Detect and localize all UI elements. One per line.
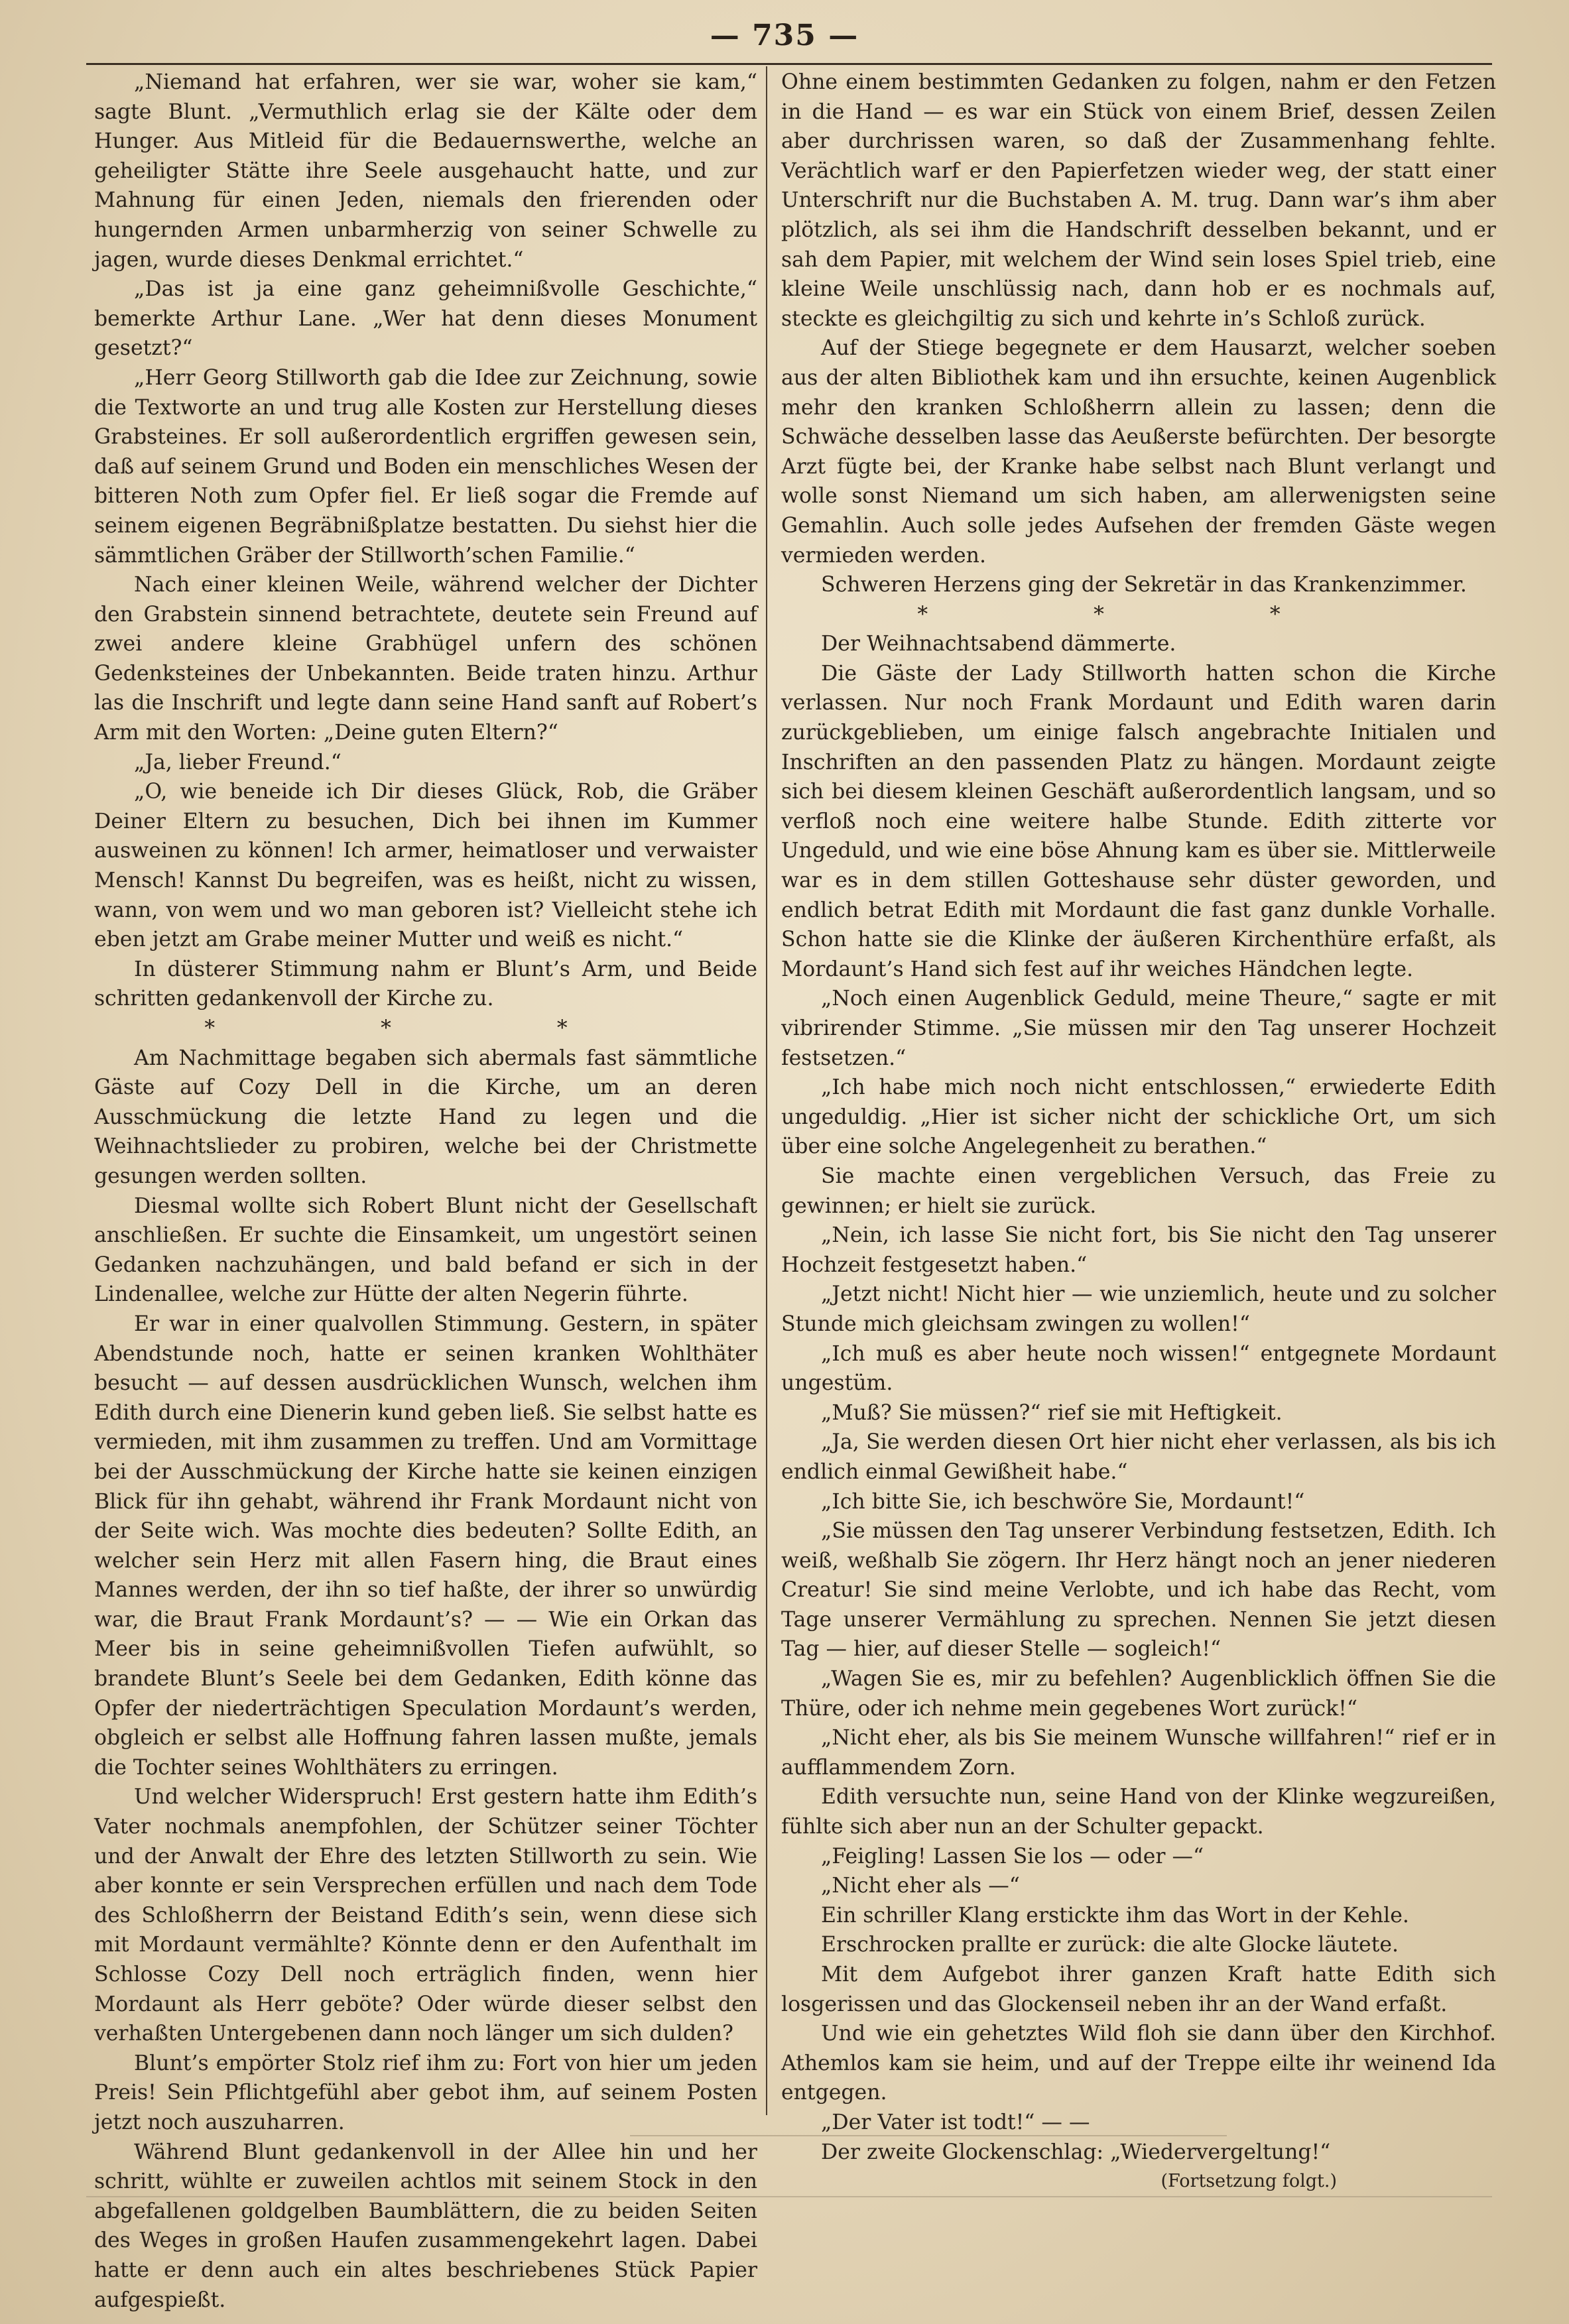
paragraph: Mit dem Aufgebot ihrer ganzen Kraft hatte Edith sich losgerissen und das Glockenseil neben ihr an der Wand erfaßt. [781,1963,1496,2016]
paragraph: Der zweite Glockenschlag: „Wiedervergeltung!“ [821,2140,1331,2164]
paragraph: „Ich muß es aber heute noch wissen!“ entgegnete Mordaunt ungestüm. [781,1341,1496,1396]
section-separator: * * * [917,602,1360,627]
paragraph: „Ich bitte Sie, ich beschwöre Sie, Mordaunt!“ [821,1489,1305,1514]
paragraph: „Wagen Sie es, mir zu befehlen? Augenblicklich öffnen Sie die Thüre, oder ich nehme mein gegebenes Wort zurück!“ [781,1667,1496,1721]
paragraph: Ohne einem bestimmten Gedanken zu folgen, nahm er den Fetzen in die Hand — es war ein Stück von einem Brief, dessen Zeilen aber durchrissen waren, so daß der Zusammenhang fehlte. Verächtlich warf er den Papierfetzen wieder weg, der statt einer Unterschrift nur die Buchstaben A. M. trug. Dann war’s ihm aber plötzlich, als sei ihm die Handschrift desselben bekannt, und er sah dem Papier, mit welchem der Wind sein loses Spiel trieb, eine kleine Weile unschlüssig nach, dann hob er es nochmals auf, steckte es gleichgiltig zu sich und kehrte in’s Schloß zurück. [781,70,1496,331]
paragraph: Er war in einer qualvollen Stimmung. Gestern, in später Abendstunde noch, hatte er seinen kranken Wohlthäter besucht — auf dessen ausdrücklichen Wunsch, welchen ihm Edith durch eine Dienerin kund geben ließ. Sie selbst hatte es vermieden, mit ihm zusammen zu treffen. Und am Vormittage bei der Ausschmückung der Kirche hatte sie keinen einzigen Blick für ihn gehabt, während ihr Frank Mordaunt nicht von der Seite wich. Was mochte dies bedeuten? Sollte Edith, an welcher sein Herz mit allen Fasern hing, die Braut eines Mannes werden, der ihn so tief haßte, der ihrer so unwürdig war, die Braut Frank Mordaunt’s? — — Wie ein Orkan das Meer bis in seine geheimnißvollen Tiefen aufwühlt, so brandete Blunt’s Seele bei dem Gedanken, Edith könne das Opfer der niederträchtigen Speculation Mordaunt’s werden, obgleich er selbst alle Hoffnung fahren lassen mußte, jemals die Tochter seines Wohlthäters zu erringen. [94,1312,757,1780]
column-divider [766,66,767,2115]
paragraph: Die Gäste der Lady Stillworth hatten schon die Kirche verlassen. Nur noch Frank Mordaunt und Edith waren darin zurückgeblieben, um einige falsch angebrachte Initialen und Inschriften an den passenden Platz zu hängen. Mordaunt zeigte sich bei diesem kleinen Geschäft außerordentlich langsam, und so verfloß noch eine weitere halbe Stunde. Edith zitterte vor Ungeduld, und wie eine böse Ahnung kam es über sie. Mittlerweile war es in dem stillen Gotteshause sehr düster geworden, und endlich betrat Edith mit Mordaunt die fast ganz dunkle Vorhalle. Schon hatte sie die Klinke der äußeren Kirchenthüre erfaßt, als Mordaunt’s Hand sich fest auf ihr weiches Händchen legte. [781,661,1496,981]
paragraph: Erschrocken prallte er zurück: die alte Glocke läutete. [821,1933,1399,1957]
paragraph: Auf der Stiege begegnete er dem Hausarzt, welcher soeben aus der alten Bibliothek kam und ihn ersuchte, keinen Augenblick mehr den kranken Schloßherrn allein zu lassen; denn die Schwäche desselben lasse das Aeußerste befürchten. Der besorgte Arzt fügte bei, der Kranke habe selbst nach Blunt verlangt und wolle sonst Niemand um sich haben, am allerwenigsten seine Gemahlin. Auch solle jedes Aufsehen der fremden Gäste wegen vermieden werden. [781,336,1496,568]
paragraph: „Nein, ich lasse Sie nicht fort, bis Sie nicht den Tag unserer Hochzeit festgesetzt haben.“ [781,1223,1496,1277]
paragraph: Edith versuchte nun, seine Hand von der Klinke wegzureißen, fühlte sich aber nun an der Schulter gepackt. [781,1785,1496,1839]
paragraph: „Der Vater ist todt!“ — — [821,2110,1090,2134]
right-column [781,68,1496,2197]
paragraph: Nach einer kleinen Weile, während welcher der Dichter den Grabstein sinnend betrachtete, deutete sein Freund auf zwei andere kleine Grabhügel unfern des schönen Gedenksteines der Unbekannten. Beide traten hinzu. Arthur las die Inschrift und legte dann seine Hand sanft auf Robert’s Arm mit den Worten: „Deine guten Eltern?“ [94,573,757,745]
paragraph: „Noch einen Augenblick Geduld, meine Theure,“ sagte er mit vibrirender Stimme. „Sie müssen mir den Tag unserer Hochzeit festsetzen.“ [781,987,1496,1070]
paragraph: Ein schriller Klang erstickte ihm das Wort in der Kehle. [821,1903,1409,1927]
paragraph: Sie machte einen vergeblichen Versuch, das Freie zu gewinnen; er hielt sie zurück. [781,1164,1496,1218]
header-rule [86,63,1492,65]
paragraph: Am Nachmittage begaben sich abermals fast sämmtliche Gäste auf Cozy Dell in die Kirche, um an deren Ausschmückung die letzte Hand zu legen und die Weihnachtslieder zu probiren, welche bei der Christmette gesungen werden sollten. [94,1046,757,1188]
paragraph: „Ja, Sie werden diesen Ort hier nicht eher verlassen, als bis ich endlich einmal Gewißheit habe.“ [781,1430,1496,1484]
paragraph: „Jetzt nicht! Nicht hier — wie unziemlich, heute und zu solcher Stunde mich gleichsam zwingen zu wollen!“ [781,1282,1496,1336]
paragraph: Diesmal wollte sich Robert Blunt nicht der Gesellschaft anschließen. Er suchte die Einsamkeit, um ungestört seinen Gedanken nachzuhängen, und bald befand er sich in der Lindenallee, welche zur Hütte der alten Negerin führte. [94,1193,757,1307]
paragraph: „Nicht eher, als bis Sie meinem Wunsche willfahren!“ rief er in aufflammendem Zorn. [781,1726,1496,1780]
paragraph: Und wie ein gehetztes Wild floh sie dann über den Kirchhof. Athemlos kam sie heim, und auf der Treppe eilte ihr weinend Ida entgegen. [781,2022,1496,2105]
paragraph: „Ja, lieber Freund.“ [134,750,342,774]
paragraph: „Sie müssen den Tag unserer Verbindung festsetzen, Edith. Ich weiß, weßhalb Sie zögern. Ihr Herz hängt noch an jener niederen Creatur! Sie sind meine Verlobte, und ich habe das Recht, vom Tage unserer Vermählung zu sprechen. Nennen Sie jetzt diesen Tag — hier, auf dieser Stelle — sogleich!“ [781,1519,1496,1662]
paragraph: „Niemand hat erfahren, wer sie war, woher sie kam,“ sagte Blunt. „Vermuthlich erlag sie der Kälte oder dem Hunger. Aus Mitleid für die Bedauernswerthe, welche an geheiligter Stätte ihre Seele ausgehaucht hatte, und zur Mahnung für einen Jeden, niemals den frierenden oder hungernden Armen unbarmherzig von seiner Schwelle zu jagen, wurde dieses Denkmal errichtet.“ [94,70,757,272]
page-number: — 735 — [710,19,859,52]
paragraph: „Das ist ja eine ganz geheimnißvolle Geschichte,“ bemerkte Arthur Lane. „Wer hat denn dieses Monument gesetzt?“ [94,277,757,361]
paragraph: „Feigling! Lassen Sie los — oder —“ [821,1844,1204,1868]
paragraph: In düsterer Stimmung nahm er Blunt’s Arm, und Beide schritten gedankenvoll der Kirche zu. [94,957,757,1011]
paragraph: „Nicht eher als —“ [821,1874,1020,1898]
paragraph: Blunt’s empörter Stolz rief ihm zu: Fort von hier um jeden Preis! Sein Pflichtgefühl aber gebot ihm, auf seinem Posten jetzt noch auszuharren. [94,2051,757,2134]
paragraph: Während Blunt gedankenvoll in der Allee hin und her schritt, wühlte er zuweilen achtlos mit seinem Stock in den abgefallenen goldgelben Baumblättern, die zu beiden Seiten des Weges in großen Haufen zusammengekehrt lagen. Dabei hatte er denn auch ein altes beschriebenes Stück Papier aufgespießt. [94,2140,757,2312]
paragraph: Der Weihnachtsabend dämmerte. [821,632,1176,656]
paragraph: „O, wie beneide ich Dir dieses Glück, Rob, die Gräber Deiner Eltern zu besuchen, Dich bei ihnen im Kummer ausweinen zu können! Ich armer, heimatloser und verwaister Mensch! Kannst Du begreifen, was es heißt, nicht zu wissen, wann, von wem und wo man geboren ist? Vielleicht stehe ich eben jetzt am Grabe meiner Mutter und weiß es nicht.“ [94,780,757,952]
paragraph: „Ich habe mich noch nicht entschlossen,“ erwiederte Edith ungeduldig. „Hier ist sicher nicht der schickliche Ort, um sich über eine solche Angelegenheit zu berathen.“ [781,1075,1496,1159]
continuation-note: (Fortsetzung folgt.) [1161,2171,1337,2192]
left-column [94,68,757,2315]
section-separator: * * * [204,1016,647,1040]
paragraph: „Muß? Sie müssen?“ rief sie mit Heftigkeit. [821,1400,1283,1425]
paragraph: Schweren Herzens ging der Sekretär in das Krankenzimmer. [821,573,1467,597]
paragraph: Und welcher Widerspruch! Erst gestern hatte ihm Edith’s Vater nochmals anempfohlen, der Schützer seiner Töchter und der Anwalt der Ehre des letzten Stillworth zu sein. Wie aber konnte er sein Versprechen erfüllen und nach dem Tode des Schloßherrn der Beistand Edith’s sein, wenn diese sich mit Mordaunt vermählte? Könnte denn er den Aufenthalt im Schlosse Cozy Dell noch erträglich finden, wenn hier Mordaunt als Herr geböte? Oder würde dieser selbst den verhaßten Untergebenen dann noch länger um sich dulden? [94,1785,757,2046]
paragraph: „Herr Georg Stillworth gab die Idee zur Zeichnung, sowie die Textworte an und trug alle Kosten zur Herstellung dieses Grabsteines. Er soll außerordentlich ergriffen gewesen sein, daß auf seinem Grund und Boden ein menschliches Wesen der bitteren Noth zum Opfer fiel. Er ließ sogar die Fremde auf seinem eigenen Begräbnißplatze bestatten. Du siehst hier die sämmtlichen Gräber der Stillworth’schen Familie.“ [94,365,757,568]
bottom-page-border [86,2196,1492,2197]
bottom-ornament-rule [630,2135,1227,2136]
